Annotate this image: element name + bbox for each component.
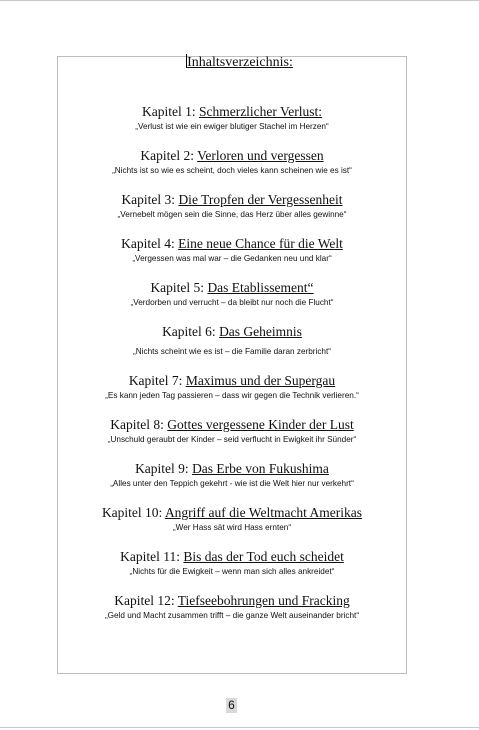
chapter-name: Das Geheimnis xyxy=(219,324,302,339)
chapter-prefix: Kapitel 12: xyxy=(114,593,178,608)
chapter-heading xyxy=(57,416,407,433)
toc-title-text: Inhaltsverzeichnis: xyxy=(187,55,293,70)
chapter-heading xyxy=(57,235,407,252)
chapter-quote: „Nichts scheint wie es ist – die Familie daran zerbricht“ xyxy=(133,347,331,356)
chapter-name: Tiefseebohrungen und Fracking xyxy=(177,593,350,608)
toc-title[interactable] xyxy=(0,54,479,71)
chapter-heading xyxy=(57,548,407,565)
chapter-prefix: Kapitel 11: xyxy=(120,549,184,564)
chapter-heading xyxy=(57,191,407,208)
toc-entry-2[interactable] xyxy=(57,147,407,176)
chapter-prefix: Kapitel 2: xyxy=(140,148,198,163)
chapter-quote: „Nichts für die Ewigkeit – wenn man sich alles ankreidet“ xyxy=(129,567,335,576)
toc-entry-11[interactable] xyxy=(57,548,407,577)
chapter-quote: „Geld und Macht zusammen trifft – die ganze Welt auseinander bricht“ xyxy=(104,611,360,620)
chapter-prefix: Kapitel 10: xyxy=(101,505,165,520)
chapter-name: Die Tropfen der Vergessenheit xyxy=(178,192,343,207)
toc-entry-12[interactable] xyxy=(57,592,407,621)
toc-entry-10[interactable] xyxy=(57,504,407,533)
toc-entry-1[interactable] xyxy=(57,103,407,132)
chapter-name: Bis das der Tod euch scheidet xyxy=(183,549,344,564)
page-top-edge xyxy=(0,0,479,1)
toc-entry-6[interactable] xyxy=(57,323,407,357)
toc-entry-8[interactable] xyxy=(57,416,407,445)
chapter-prefix: Kapitel 1: xyxy=(141,104,199,119)
chapter-heading xyxy=(57,279,407,296)
chapter-heading xyxy=(57,147,407,164)
chapter-prefix: Kapitel 3: xyxy=(121,192,179,207)
chapter-heading xyxy=(57,504,407,521)
chapter-heading xyxy=(57,460,407,477)
chapter-name: Angriff auf die Weltmacht Amerikas xyxy=(164,505,363,520)
chapter-heading xyxy=(57,372,407,389)
chapter-quote: „Alles unter den Teppich gekehrt - wie ist die Welt hier nur verkehrt“ xyxy=(110,479,354,488)
toc-entry-7[interactable] xyxy=(57,372,407,401)
chapter-prefix: Kapitel 8: xyxy=(110,417,168,432)
chapter-quote: „Verdorben und verrucht – da bleibt nur noch die Flucht“ xyxy=(130,298,334,307)
chapter-prefix: Kapitel 4: xyxy=(121,236,179,251)
chapter-quote: „Verlust ist wie ein ewiger blutiger Stachel im Herzen“ xyxy=(135,122,329,131)
chapter-name: Gottes vergessene Kinder der Lust xyxy=(167,417,354,432)
chapter-name: Das Etablissement“ xyxy=(207,280,314,295)
page-number[interactable]: 6 xyxy=(226,698,237,713)
chapter-quote: „Es kann jeden Tag passieren – dass wir gegen die Technik verlieren.“ xyxy=(105,391,359,400)
chapter-prefix: Kapitel 9: xyxy=(135,461,193,476)
toc-entry-5[interactable] xyxy=(57,279,407,308)
chapter-quote: „Wer Hass sät wird Hass ernten“ xyxy=(172,523,292,532)
chapter-quote: „Vergessen was mal war – die Gedanken neu und klar“ xyxy=(132,254,332,263)
chapter-quote: „Unschuld geraubt der Kinder – seid verflucht in Ewigkeit ihr Sünder“ xyxy=(107,435,357,444)
chapter-prefix: Kapitel 5: xyxy=(150,280,208,295)
chapter-quote: „Nichts ist so wie es scheint, doch vieles kann scheinen wie es ist“ xyxy=(112,166,352,175)
page-bottom-edge xyxy=(0,727,479,728)
chapter-prefix: Kapitel 7: xyxy=(128,373,186,388)
toc-entry-9[interactable] xyxy=(57,460,407,489)
chapter-quote: „Vernebelt mögen sein die Sinne, das Herz über alles gewinne“ xyxy=(117,210,347,219)
chapter-name: Schmerzlicher Verlust: xyxy=(198,104,323,119)
chapter-heading xyxy=(57,103,407,120)
chapter-name: Eine neue Chance für die Welt xyxy=(178,236,343,251)
chapter-prefix: Kapitel 6: xyxy=(162,324,220,339)
toc-entry-3[interactable] xyxy=(57,191,407,220)
toc-entry-4[interactable] xyxy=(57,235,407,264)
chapter-name: Maximus und der Supergau xyxy=(185,373,336,388)
chapter-name: Das Erbe von Fukushima xyxy=(192,461,329,476)
chapter-name: Verloren und vergessen xyxy=(197,148,324,163)
chapter-heading xyxy=(57,323,407,340)
chapter-heading xyxy=(57,592,407,609)
